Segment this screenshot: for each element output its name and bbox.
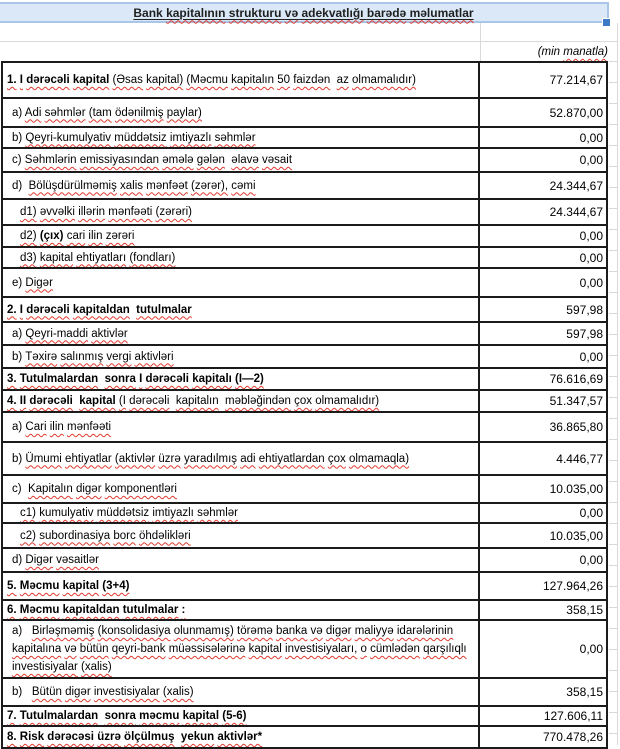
row-value-cell[interactable]: 358,15 (566, 685, 603, 699)
gridline-right-strip (609, 41, 617, 745)
gridline-horizontal (0, 41, 618, 42)
table-row (3, 476, 606, 504)
row-value-cell[interactable]: 0,00 (579, 506, 603, 520)
row-value-cell[interactable]: 0,00 (579, 250, 603, 265)
row-label-cell[interactable]: d3) kapital ehtiyatları (fondları) (3, 248, 480, 267)
table-row (3, 524, 606, 549)
row-label-cell[interactable]: c) Kapitalın digər komponentləri (3, 476, 480, 502)
row-value-cell[interactable]: 0,00 (579, 275, 603, 290)
row-value-cell[interactable]: 770.478,26 (542, 730, 603, 744)
capital-structure-table (1, 61, 608, 749)
row-label-cell[interactable]: b) Təxirə salınmış vergi aktivləri (3, 346, 480, 367)
table-row (3, 573, 606, 601)
row-label-cell[interactable]: a) Qeyri-maddi aktivlər (3, 323, 480, 344)
table-row (3, 248, 606, 269)
row-label-cell[interactable]: d) Digər vəsaitlər (3, 549, 480, 571)
row-value-cell[interactable]: 0,00 (579, 229, 603, 243)
table-row (3, 391, 606, 413)
unit-note: (min manatla) (537, 46, 608, 58)
table-row (3, 621, 606, 679)
row-value-cell[interactable]: 0,00 (579, 130, 603, 145)
row-value-cell[interactable]: 127.606,11 (543, 709, 603, 723)
row-label-cell[interactable]: c1) kumulyativ müddətsiz imtiyazlı səhmlər (3, 504, 480, 522)
table-row (3, 173, 606, 200)
table-row (3, 63, 606, 99)
row-value-cell[interactable]: 0,00 (579, 349, 603, 364)
row-value-cell[interactable]: 24.344,67 (549, 178, 603, 193)
row-value-cell[interactable]: 36.865,80 (549, 420, 603, 434)
table-row (3, 200, 606, 226)
table-row (3, 601, 606, 621)
row-value-cell[interactable]: 76.616,69 (549, 372, 603, 386)
table-row (3, 346, 606, 369)
row-value-cell[interactable]: 10.035,00 (549, 528, 603, 543)
row-label-cell[interactable]: b) Qeyri-kumulyativ müddətsiz imtiyazlı səhmlər (3, 128, 480, 147)
row-label-cell[interactable]: 7. Tutulmalardan sonra məcmu kapital (5-6) (3, 707, 480, 725)
table-row (3, 549, 606, 573)
row-label-cell[interactable]: b) Bütün digər investisiyalar (xalis) (3, 679, 480, 705)
table-row (3, 323, 606, 346)
row-label-cell[interactable]: 6. Məcmu kapitaldan tutulmalar : (3, 601, 480, 619)
row-label-cell[interactable]: 3. Tutulmalardan sonra I dərəcəli kapitalı (I—2) (3, 369, 480, 389)
row-label-cell[interactable]: c2) subordinasiya borc öhdəlikləri (3, 524, 480, 547)
table-row (3, 269, 606, 298)
row-value-cell[interactable]: 24.344,67 (549, 205, 603, 219)
row-label-cell[interactable]: d1) əvvəlki illərin mənfəəti (zərəri) (3, 200, 480, 224)
row-value-cell[interactable]: 52.870,00 (549, 105, 603, 120)
table-row (3, 504, 606, 524)
table-row (3, 443, 606, 476)
row-value-cell[interactable]: 127.964,26 (542, 579, 603, 593)
table-row (3, 727, 606, 749)
row-label-cell[interactable]: 4. II dərəcəli kapital (I dərəcəli kapitalın məbləğindən çox olmamalıdır) (3, 391, 480, 411)
table-row (3, 369, 606, 391)
row-label-cell[interactable]: a) Cari ilin mənfəəti (3, 413, 480, 441)
gridline-vertical (617, 23, 618, 745)
row-label-cell[interactable]: 1. I dərəcəli kapital (Əsas kapital) (Məcmu kapitalın 50 faizdən az olmamalıdır) (3, 63, 480, 97)
row-label-cell[interactable]: d2) (çıx) cari ilin zərəri (3, 226, 480, 246)
table-row (3, 149, 606, 173)
row-value-cell[interactable]: 51.347,57 (549, 394, 603, 408)
row-label-cell[interactable]: a) Adi səhmlər (tam ödənilmiş paylar) (3, 99, 480, 126)
row-value-cell[interactable]: 0,00 (579, 153, 603, 167)
row-label-cell[interactable]: 5. Məcmu kapital (3+4) (3, 573, 480, 599)
row-label-cell[interactable]: 2. I dərəcəli kapitaldan tutulmalar (3, 298, 480, 321)
table-row (3, 226, 606, 248)
row-value-cell[interactable]: 0,00 (579, 642, 603, 656)
table-row (3, 99, 606, 128)
row-label-cell[interactable]: a) Birləşməmiş (konsolidasiya olunmamış) törəmə banka və digər maliyyə idarələrinin kapitalına və bütün qeyri-bank müəssisələrinə kapital investisiyaları, o cümlədən qarşılıqlı investisiyalar (xalis) (3, 621, 480, 677)
row-label-cell[interactable]: b) Ümumi ehtiyatlar (aktivlər üzrə yaradılmış adi ehtiyatlardan çox olmamaqla) (3, 443, 480, 474)
table-row (3, 707, 606, 727)
selection-fill-handle[interactable] (602, 18, 611, 27)
table-row (3, 413, 606, 443)
row-value-cell[interactable]: 77.214,67 (549, 73, 603, 87)
row-value-cell[interactable]: 597,98 (566, 326, 603, 341)
table-title: Bank kapitalının strukturu və adekvatlığı barədə məlumatlar (133, 5, 474, 20)
row-value-cell[interactable]: 358,15 (566, 603, 603, 617)
row-label-cell[interactable]: e) Digər (3, 269, 480, 296)
row-label-cell[interactable]: d) Bölüşdürülməmiş xalis mənfəət (zərər), cəmi (3, 173, 480, 198)
table-title-banner[interactable] (0, 2, 609, 23)
table-row (3, 298, 606, 323)
row-value-cell[interactable]: 10.035,00 (549, 482, 603, 496)
row-label-cell[interactable]: 8. Risk dərəcəsi üzrə ölçülmuş yekun aktivlər* (3, 727, 480, 747)
row-value-cell[interactable]: 4.446,77 (556, 451, 603, 466)
row-value-cell[interactable]: 0,00 (579, 553, 603, 567)
row-label-cell[interactable]: c) Səhmlərin emissiyasından əmələ gələn əlavə vəsait (3, 149, 480, 171)
row-value-cell[interactable]: 597,98 (566, 302, 603, 317)
table-row (3, 128, 606, 149)
table-row (3, 679, 606, 707)
